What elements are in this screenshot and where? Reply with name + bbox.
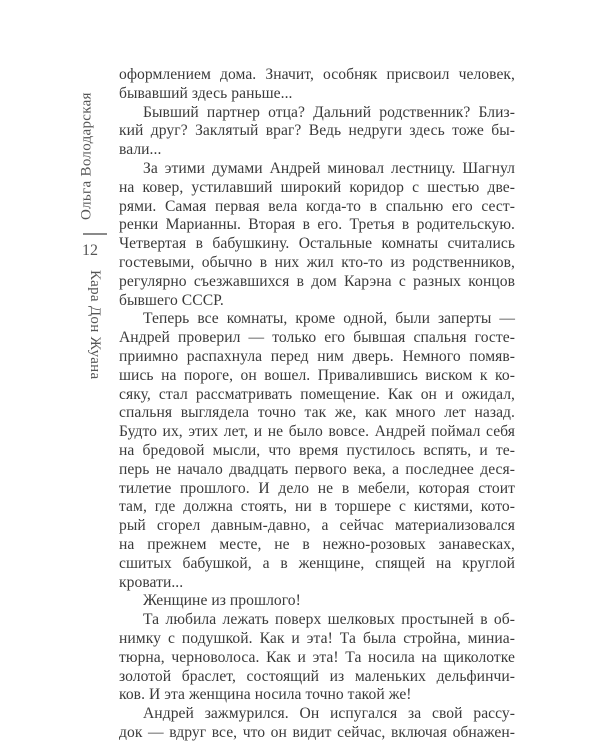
text-line: ренки Марианны. Вторая в его. Третья в родительскую. <box>119 216 515 234</box>
text-line: Будто их, этих лет, и не было вовсе. Андрей поймал себя <box>119 423 515 441</box>
text-line: бывавший здесь раньше... <box>119 84 293 102</box>
text-line: док — вдруг все, что он видит сейчас, включая обнажен- <box>119 723 515 741</box>
text-line: спальня выглядела точно так же, как много лет назад. <box>119 404 515 422</box>
text-line: бывшего СССР. <box>119 291 224 309</box>
text-line: тюрна, черноволоса. Как и эта! Та носила на щиколотке <box>119 648 515 666</box>
text-line: сяку, стал рассматривать помещение. Как он и ожидал, <box>119 385 515 403</box>
text-line: Андрей проверил — только его бывшая спальня госте- <box>119 329 515 347</box>
text-line: Андрей зажмурился. Он испугался за свой рассу- <box>143 705 515 723</box>
running-head-book-title: Кара Дон Жуана <box>87 270 103 380</box>
text-line: За этими думами Андрей миновал лестницу. Шагнул <box>143 159 515 177</box>
page-number: 12 <box>82 242 98 259</box>
text-line: Женщине из прошлого! <box>143 592 301 610</box>
text-line: шись на пороге, он вошел. Привалившись виском к ко- <box>119 366 515 384</box>
text-line: Теперь все комнаты, кроме одной, были заперты — <box>143 310 515 328</box>
text-line: Четвертая в бабушкину. Остальные комнаты считались <box>119 235 515 253</box>
text-line: регулярно съезжавшихся в дом Карэна с разных концов <box>119 272 515 290</box>
text-line: перь не начало двадцать первого века, а последнее деся- <box>119 460 515 478</box>
text-line: золотой браслет, состоящий из маленьких дельфинчи- <box>119 667 515 685</box>
text-line: гостевыми, обычно в них жил кто-то из родственников, <box>119 253 515 271</box>
text-line: на прежнем месте, не в нежно-розовых занавесках, <box>119 535 515 553</box>
running-head-author: Ольга Володарская <box>78 92 95 220</box>
text-line: тилетие прошлого. И дело не в мебели, которая стоит <box>119 479 515 497</box>
text-line: сшитых бабушкой, а в женщине, спящей на круглой <box>119 554 515 572</box>
running-head <box>72 70 102 490</box>
text-line: нимку с подушкой. Как и эта! Та была стройна, миниа- <box>119 629 515 647</box>
text-line: приимно распахнула перед ним дверь. Немного помяв- <box>119 347 515 365</box>
running-head-divider <box>83 233 107 235</box>
text-line: там, где должна стоять, ни в торшере с кистями, кото- <box>119 498 515 516</box>
text-line: кий друг? Заклятый враг? Ведь недруги здесь тоже бы- <box>119 122 515 140</box>
text-line: Бывший партнер отца? Дальний родственник? Близ- <box>143 103 515 121</box>
text-line: на бредовой мысли, что время пустилось вспять, и те- <box>119 441 515 459</box>
text-line: вали... <box>119 141 162 159</box>
text-line: ков. И эта женщина носила точно такой же! <box>119 686 412 704</box>
text-line: на ковер, устилавший широкий коридор с шестью две- <box>119 178 515 196</box>
page-body-text <box>119 66 515 743</box>
text-line: кровати... <box>119 573 184 591</box>
text-line: оформлением дома. Значит, особняк присвоил человек, <box>119 66 515 83</box>
text-line: Та любила лежать поверх шелковых простыней в об- <box>143 611 515 629</box>
text-line: рями. Самая первая вела когда-то в спальню его сест- <box>119 197 515 215</box>
text-line: рый сгорел давным-давно, а сейчас материализовался <box>119 517 515 535</box>
